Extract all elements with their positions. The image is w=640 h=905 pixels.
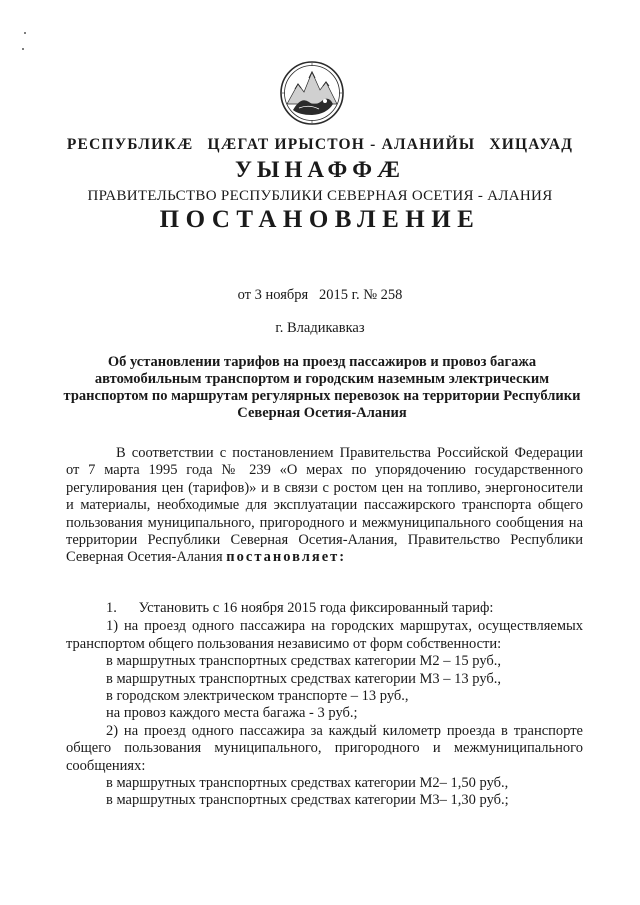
subitem-2-line: в маршрутных транспортных средствах категории М3– 1,30 руб.; — [106, 792, 509, 809]
subitem-1-line: на провоз каждого места багажа - 3 руб.; — [106, 705, 358, 722]
subitem-1-line: в городском электрическом транспорте – 13 руб., — [106, 688, 409, 705]
decree-heading-ossetian: УЫНАФФӔ — [234, 157, 406, 182]
republic-os-word1: РЕСПУБЛИКӔ — [66, 136, 194, 153]
government-name-russian: ПРАВИТЕЛЬСТВО РЕСПУБЛИКИ СЕВЕРНАЯ ОСЕТИЯ - АЛАНИЯ — [87, 188, 553, 204]
republic-name-ossetian — [0, 136, 640, 154]
coat-of-arms-icon — [279, 60, 345, 126]
subitem-1: 1) на проезд одного пассажира на городских маршрутах, осуществляемых транспортом общего пользования независимо от форм собственности: — [66, 618, 583, 652]
decree-items — [66, 600, 583, 810]
republic-os-word3: ХИЦАУАД — [489, 136, 574, 153]
subitem-2-line: в маршрутных транспортных средствах категории М2– 1,50 руб., — [106, 775, 509, 792]
subitem-1-line: в маршрутных транспортных средствах категории М2 – 15 руб., — [106, 653, 502, 670]
decree-heading-russian: ПОСТАНОВЛЕНИЕ — [159, 206, 481, 233]
decree-city: г. Владикавказ — [275, 320, 365, 336]
republic-os-word2: ЦӔГАТ ИРЫСТОН - АЛАНИЙЫ — [207, 136, 476, 153]
item-1: 1. Установить с 16 ноября 2015 года фиксированный тариф: — [106, 600, 494, 616]
decree-date-number: от 3 ноября 2015 г. № 258 — [237, 287, 403, 303]
resolves-word: постановляет: — [226, 549, 347, 566]
decree-title: Об установлении тарифов на проезд пассажиров и провоз багажа автомобильным транспортом и городским наземным электрическим транспортом по маршрутам регулярных перевозок на территории Республики Северная Осетия-Алания — [63, 354, 581, 421]
subitem-1-line: в маршрутных транспортных средствах категории М3 – 13 руб., — [106, 670, 502, 687]
scan-speck — [24, 32, 26, 34]
subitem-2: 2) на проезд одного пассажира за каждый километр проезда в транспорте общего пользования муниципального, пригородного и межмуниципального сообщениях: — [66, 722, 583, 774]
scan-speck — [22, 48, 24, 50]
preamble — [66, 445, 583, 567]
preamble-text: В соответствии с постановлением Правительства Российской Федерации от 7 марта 1995 года № 239 «О мерах по упорядочению государственного регулирования цен (тарифов)» и в связи с ростом цен на топливо, энергоносители и материалы, необходимые для эксплуатации пассажирского транспорта общего пользования муниципального, пригородного и межмуниципального сообщения на территории Республики Северная Осетия-Алания, Правительство Республики Северная Осетия-Алания — [66, 445, 583, 566]
